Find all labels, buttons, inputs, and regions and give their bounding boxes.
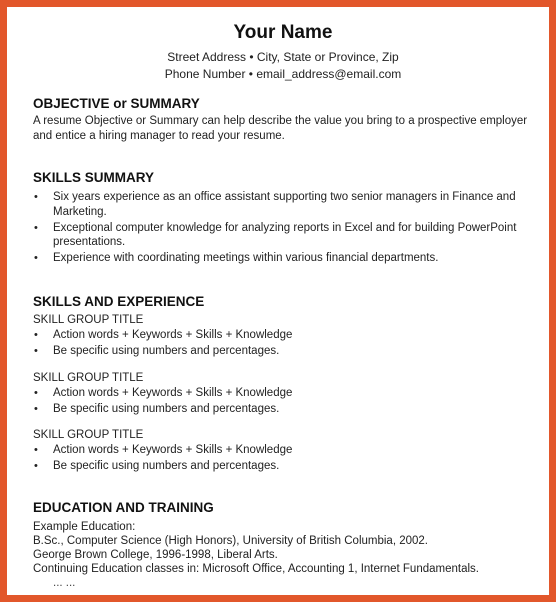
bullet-icon: •: [34, 460, 38, 472]
list-item: • Action words + Keywords + Skills + Knowledge: [34, 329, 293, 341]
skill-group-title: SKILL GROUP TITLE: [33, 429, 144, 441]
list-item: • Action words + Keywords + Skills + Knowledge: [34, 444, 293, 456]
bullet-icon: •: [34, 345, 38, 357]
education-line: B.Sc., Computer Science (High Honors), University of British Columbia, 2002.: [33, 535, 428, 547]
list-item: • Six years experience as an office assistant supporting two senior managers in Finance and Marketing.: [34, 191, 516, 218]
skills-summary-heading: SKILLS SUMMARY: [33, 170, 154, 185]
bullet-icon: •: [34, 221, 38, 234]
bullet-icon: •: [34, 252, 38, 264]
list-item: • Be specific using numbers and percentages.: [34, 460, 280, 472]
list-item: • Exceptional computer knowledge for analyzing reports in Excel and for building PowerPoint presentations.: [34, 221, 517, 248]
resume-address: Street Address • City, State or Province, Zip: [167, 50, 399, 64]
objective-heading: OBJECTIVE or SUMMARY: [33, 96, 200, 111]
list-item: • Be specific using numbers and percentages.: [34, 345, 280, 357]
skill-group-list: [33, 386, 533, 417]
skill-group-title: SKILL GROUP TITLE: [33, 314, 144, 326]
skills-experience-heading: SKILLS AND EXPERIENCE: [33, 294, 205, 309]
cutoff-text: ... ...: [53, 577, 76, 589]
resume-name: Your Name: [233, 22, 333, 43]
bullet-icon: •: [34, 402, 38, 415]
bullet-icon: •: [34, 191, 38, 203]
education-line: George Brown College, 1996-1998, Liberal Arts.: [33, 549, 278, 561]
education-line: Example Education:: [33, 521, 136, 533]
education-line: Continuing Education classes in: Microsoft Office, Accounting 1, Internet Fundamentals.: [33, 563, 479, 575]
skill-group-list: [33, 443, 533, 474]
skills-summary-list: [33, 190, 533, 266]
skill-group-title: SKILL GROUP TITLE: [33, 371, 144, 384]
bullet-icon: •: [34, 329, 38, 341]
list-item: • Action words + Keywords + Skills + Knowledge: [34, 386, 293, 399]
list-item: • Experience with coordinating meetings within various financial departments.: [34, 252, 439, 264]
objective-text: A resume Objective or Summary can help describe the value you bring to a prospective employer and entice a hiring manager to read your resume.: [33, 115, 528, 142]
skill-group-list: [33, 328, 533, 359]
list-item: • Be specific using numbers and percentages.: [34, 402, 280, 415]
bullet-icon: •: [34, 444, 38, 456]
education-heading: EDUCATION AND TRAINING: [33, 500, 214, 515]
bullet-icon: •: [34, 386, 38, 399]
resume-page: [33, 19, 533, 590]
resume-contact: Phone Number • email_address@email.com: [164, 67, 402, 81]
